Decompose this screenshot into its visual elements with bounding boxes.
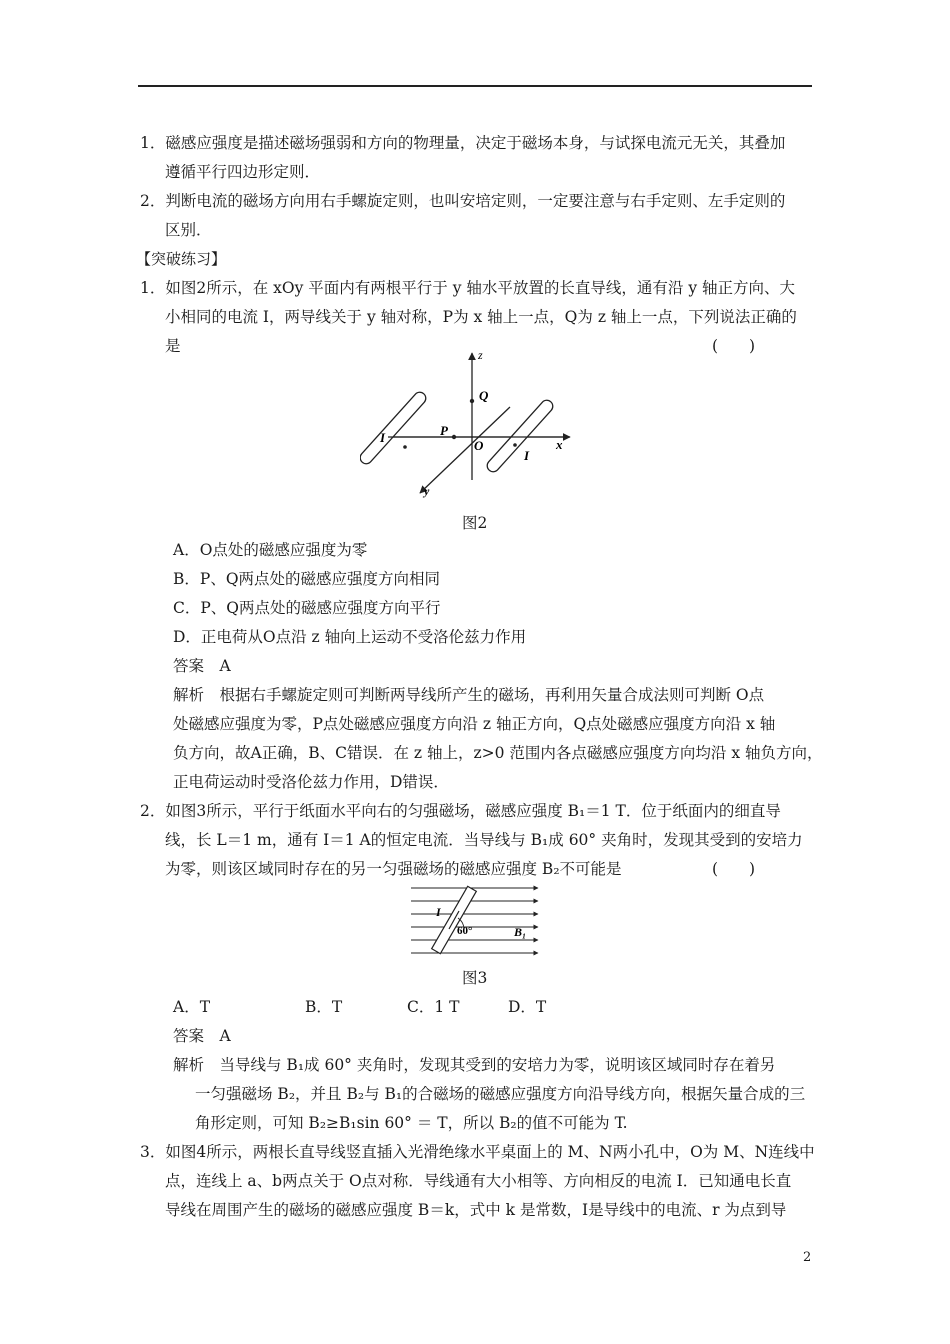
- label-x: x: [556, 437, 563, 452]
- page-number: 2: [803, 1250, 812, 1265]
- q2-stem-line-3: 为零，则该区域同时存在的另一匀强磁场的磁感应强度 B₂不可能是: [165, 860, 622, 878]
- point-p: [452, 435, 456, 439]
- intro-line-1: 1．磁感应强度是描述磁场强弱和方向的物理量，决定于磁场本身，与试探电流元无关，其叠加: [140, 134, 786, 152]
- q1-answer: 答案 A: [173, 657, 231, 675]
- q1-option-b: B．P、Q两点处的磁感应强度方向相同: [173, 570, 441, 588]
- q2-answer: 答案 A: [173, 1027, 231, 1045]
- label-i-right: I: [524, 448, 530, 463]
- q1-analysis-line-4: 正电荷运动时受洛伦兹力作用，D错误．: [173, 773, 449, 791]
- q2-stem-line-1: 2．如图3所示，平行于纸面水平向右的匀强磁场，磁感应强度 B₁＝1 T．位于纸面内的细直导: [140, 802, 781, 820]
- y-axis: [420, 407, 510, 493]
- label-z: z: [478, 348, 483, 362]
- section-title: 【突破练习】: [136, 250, 227, 268]
- right-wire: [485, 398, 555, 474]
- q1-stem-line-2: 小相同的电流 I，两导线关于 y 轴对称，P为 x 轴上一点，Q为 z 轴上一点，下列说法正确的: [165, 308, 797, 326]
- intro-line-2: 遵循平行四边形定则．: [165, 163, 321, 181]
- q3-stem-line-2: 点，连线上 a、b两点关于 O点对称．导线通有大小相等、方向相反的电流 I．已知通电长直: [165, 1172, 792, 1190]
- q1-analysis-line-3: 负方向，故A正确，B、C错误．在 z 轴上，z>0 范围内各点磁感应强度方向均沿 x 轴负方向，: [173, 744, 823, 762]
- figure-2-caption: 图2: [462, 514, 488, 532]
- q1-analysis-line-2: 处磁感应强度为零，P点处磁感应强度方向沿 z 轴正方向，Q点处磁感应强度方向沿 x 轴: [173, 715, 776, 733]
- label-q: Q: [479, 388, 489, 403]
- figure-2: [360, 345, 590, 505]
- label-i: I: [436, 905, 441, 919]
- q3-stem-line-3: 导线在周围产生的磁场的磁感应强度 B＝k，式中 k 是常数，I是导线中的电流、r 为点到导: [165, 1201, 787, 1219]
- right-wire-dot: [513, 443, 517, 447]
- q2-stem-line-2: 线，长 L＝1 m，通有 I＝1 A的恒定电流．当导线与 B₁成 60° 夹角时，发现其受到的安培力: [165, 831, 803, 849]
- q1-answer-paren: ( ): [712, 337, 756, 355]
- q2-analysis-line-1: 解析 当导线与 B₁成 60° 夹角时，发现其受到的安培力为零，说明该区域同时存在着另: [173, 1056, 776, 1074]
- q2-option-a: A．T: [173, 998, 211, 1016]
- figure-3-caption: 图3: [462, 969, 488, 987]
- left-wire-dot: [403, 445, 407, 449]
- q1-option-a: A．O点处的磁感应强度为零: [173, 541, 368, 559]
- figure-3: [408, 880, 543, 958]
- field-lines: [411, 888, 538, 953]
- q3-stem-line-1: 3．如图4所示，两根长直导线竖直插入光滑绝缘水平桌面上的 M、N两小孔中，O为 M、N连线中: [140, 1143, 815, 1161]
- q2-option-d: D．T: [508, 998, 547, 1016]
- q1-option-d: D．正电荷从O点沿 z 轴向上运动不受洛伦兹力作用: [173, 628, 527, 646]
- left-wire: [360, 390, 428, 466]
- label-angle: 60°: [457, 925, 473, 937]
- intro-line-4: 区别．: [165, 221, 212, 239]
- point-q: [470, 399, 474, 403]
- intro-line-3: 2．判断电流的磁场方向用右手螺旋定则，也叫安培定则，一定要注意与右手定则、左手定则的: [140, 192, 786, 210]
- label-i-left: I: [380, 430, 386, 445]
- q2-option-b: B．T: [305, 998, 343, 1016]
- label-p: P: [440, 423, 448, 438]
- q1-stem-line-1: 1．如图2所示，在 xOy 平面内有两根平行于 y 轴水平放置的长直导线，通有沿 y 轴正方向、大: [140, 279, 796, 297]
- label-y: y: [424, 484, 430, 498]
- q2-option-c: C．1 T: [407, 998, 460, 1016]
- q1-analysis-line-1: 解析 根据右手螺旋定则可判断两导线所产生的磁场，再利用矢量合成法则可判断 O点: [173, 686, 765, 704]
- label-o: O: [474, 438, 484, 453]
- q1-stem-line-3: 是: [165, 337, 181, 355]
- header-rule: [138, 85, 812, 87]
- q2-analysis-line-3: 角形定则，可知 B₂≥B₁sin 60° ＝ T，所以 B₂的值不可能为 T.: [195, 1114, 628, 1132]
- q2-analysis-line-2: 一匀强磁场 B₂，并且 B₂与 B₁的合磁场的磁感应强度方向沿导线方向，根据矢量合成的三: [195, 1085, 806, 1103]
- q1-option-c: C．P、Q两点处的磁感应强度方向平行: [173, 599, 441, 617]
- q2-answer-paren: ( ): [712, 860, 756, 878]
- label-b1: B₁: [514, 925, 527, 939]
